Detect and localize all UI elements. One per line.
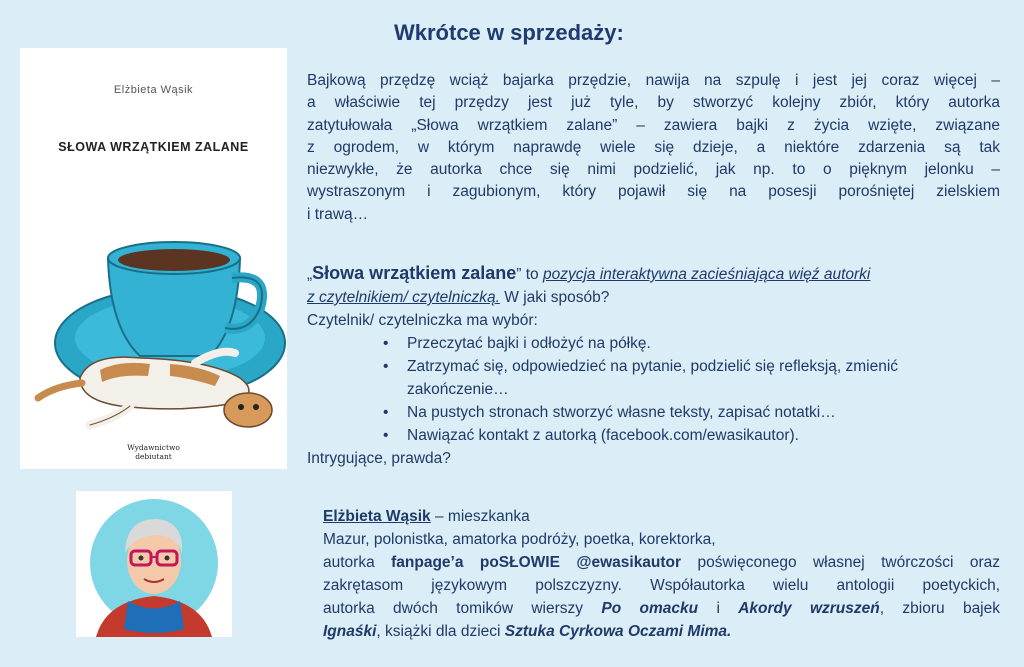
fanpage-name: fanpage’a poSŁOWIE @ewasikautor <box>391 554 682 571</box>
question-text: W jaki sposób? <box>499 289 610 306</box>
book-title-ignaski: Ignaśki <box>323 623 377 640</box>
description-line: zatytułowała „Słowa wrzątkiem zalane” – zawiera bajki z życia wzięte, związane <box>307 116 1000 134</box>
book-title-highlight: Słowa wrzątkiem zalane <box>312 263 517 283</box>
description-line: Bajkową przędzę wciąż bajarka przędzie, nawija na szpulę i jest jej coraz więcej – <box>307 72 1000 89</box>
open-quote: „ <box>307 266 313 283</box>
cover-publisher: Wydawnictwo debiutant <box>127 443 180 461</box>
author-portrait-image <box>76 491 232 637</box>
description-line: z ogrodem, w którym naprawdę wiele się dzieje, a niektóre zdarzenia są tak <box>307 138 1000 156</box>
book-title-akordy: Akordy wzruszeń <box>738 600 880 617</box>
author-name: Elżbieta Wąsik <box>323 508 431 525</box>
list-item: • Przeczytać bajki i odłożyć na półkę. <box>307 332 1000 355</box>
bio-line: zakrętasom językowym polszczyzny. Współautorka wielu antologii poetyckich, <box>323 577 1000 594</box>
closing-text: Intrygujące, prawda? <box>307 450 451 467</box>
options-list <box>307 332 1000 447</box>
list-item: • Na pustych stronach stworzyć własne teksty, zapisać notatki… <box>307 401 1000 424</box>
interactive-phrase-line1: pozycja interaktywna zacieśniająca więź autorki <box>542 266 871 283</box>
book-title-sztuka: Sztuka Cyrkowa Oczami Mima. <box>504 623 732 640</box>
bio-line: Ignaśki, książki dla dzieci Sztuka Cyrkowa Oczami Mima. <box>323 623 732 640</box>
cover-title: SŁOWA WRZĄTKIEM ZALANE <box>58 140 249 154</box>
cover-author: Elżbieta Wąsik <box>113 84 194 96</box>
bio-line: autorka fanpage’a poSŁOWIE @ewasikautor poświęconego własnej twórczości oraz <box>323 554 1000 571</box>
description-line: a właściwie tej przędzy jest już tyle, by stworzyć kolejny zbiór, który autorka <box>307 94 1000 112</box>
list-item: • Zatrzymać się, odpowiedzieć na pytanie, podzielić się refleksją, zmienić zakończenie… <box>307 355 1000 401</box>
book-description <box>307 70 1000 226</box>
description-line: wystraszonym i zagubionym, który pojawił się na posesji porośniętej zielskiem <box>307 183 1000 201</box>
interactive-section <box>307 262 1000 470</box>
interactive-phrase-line2: z czytelnikiem/ czytelniczką. <box>307 289 500 306</box>
after-title-text: ” to <box>516 266 543 283</box>
list-item: • Nawiązać kontakt z autorką (facebook.com/ewasikautor). <box>307 424 1000 447</box>
page-heading: Wkrótce w sprzedaży: <box>394 20 624 45</box>
description-line: i trawą… <box>307 205 369 223</box>
bio-line: Mazur, polonistka, amatorka podróży, poetka, korektorka, <box>323 531 716 548</box>
author-bio <box>323 505 1000 643</box>
book-title-po-omacku: Po omacku <box>601 600 699 617</box>
cup-and-cat-illustration <box>20 178 287 438</box>
description-line: niezwykłe, że autorka chce się nimi podzielić, jak np. to o pięknym jelonku – <box>307 161 1000 179</box>
choice-text: Czytelnik/ czytelniczka ma wybór: <box>307 312 538 329</box>
book-cover-image <box>20 48 287 469</box>
bio-text: – mieszkanka <box>430 508 530 525</box>
bio-line: autorka dwóch tomików wierszy Po omacku i Akordy wzruszeń, zbioru bajek <box>323 600 1000 617</box>
